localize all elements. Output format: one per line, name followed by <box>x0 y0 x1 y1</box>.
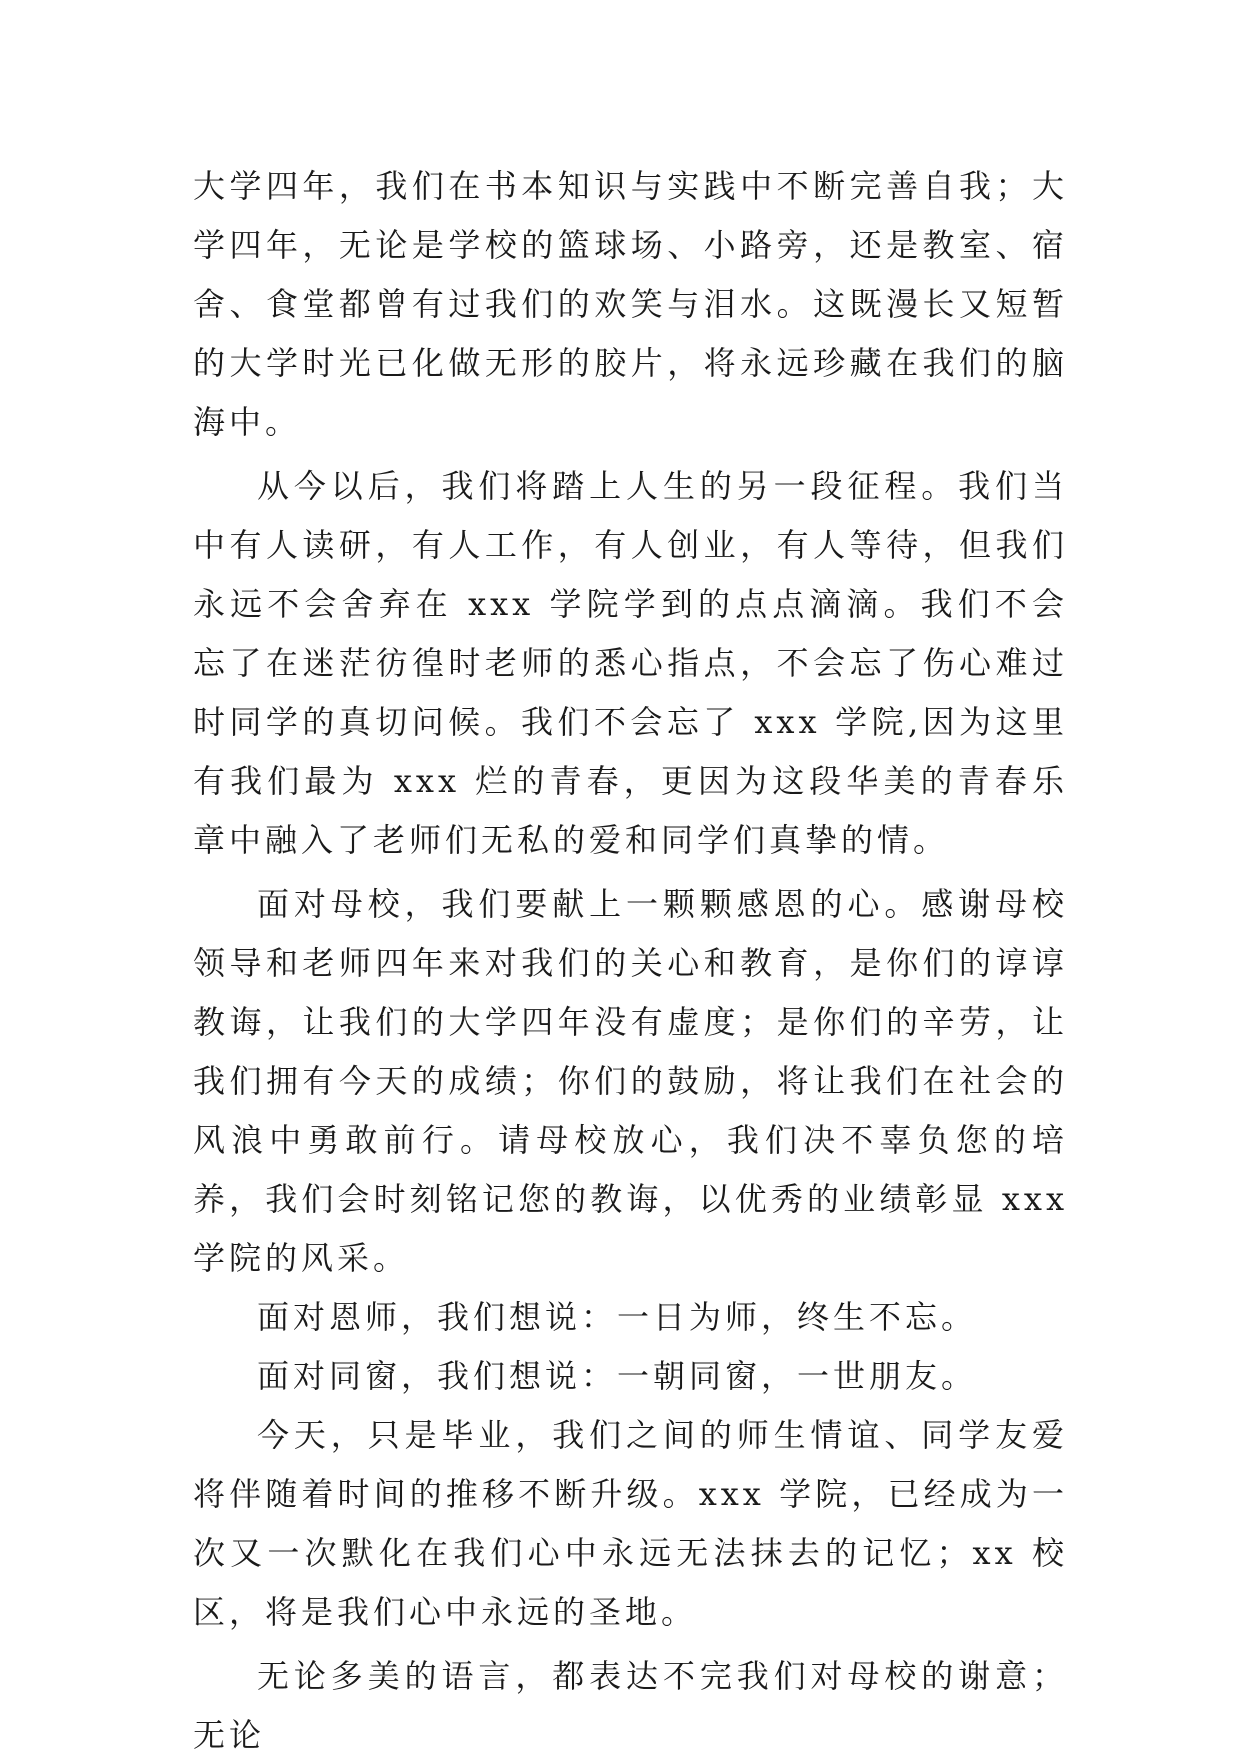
paragraph: 大学四年，我们在书本知识与实践中不断完善自我；大学四年，无论是学校的篮球场、小路旁，还是教室、宿舍、食堂都曾有过我们的欢笑与泪水。这既漫长又短暂的大学时光已化做无形的胶片，将永远珍藏在我们的脑海中。 <box>193 167 1068 441</box>
paragraph: 从今以后，我们将踏上人生的另一段征程。我们当中有人读研，有人工作，有人创业，有人等待，但我们永远不会舍弃在 xxx 学院学到的点点滴滴。我们不会忘了在迷茫彷徨时老师的悉心指点，不会忘了伤心难过时同学的真切问候。我们不会忘了 xxx 学院,因为这里有我们最为 xxx 烂的青春，更因为这段华美的青春乐章中融入了老师们无私的爱和同学们真挚的情。 <box>193 467 1068 859</box>
paragraph: 无论多美的语言，都表达不完我们对母校的谢意；无论 <box>193 1657 1068 1754</box>
paragraph: 面对母校，我们要献上一颗颗感恩的心。感谢母校领导和老师四年来对我们的关心和教育，是你们的谆谆教诲，让我们的大学四年没有虚度；是你们的辛劳，让我们拥有今天的成绩；你们的鼓励，将让我们在社会的风浪中勇敢前行。请母校放心，我们决不辜负您的培养，我们会时刻铭记您的教诲，以优秀的业绩彰显 xxx 学院的风采。 <box>193 885 1068 1277</box>
paragraph: 面对同窗，我们想说：一朝同窗，一世朋友。 <box>257 1357 978 1395</box>
document-body <box>193 157 1068 1754</box>
paragraph: 今天，只是毕业，我们之间的师生情谊、同学友爱将伴随着时间的推移不断升级。xxx 学院，已经成为一次又一次默化在我们心中永远无法抹去的记忆；xx 校区，将是我们心中永远的圣地。 <box>193 1416 1068 1631</box>
paragraph: 面对恩师，我们想说：一日为师，终生不忘。 <box>257 1298 978 1336</box>
